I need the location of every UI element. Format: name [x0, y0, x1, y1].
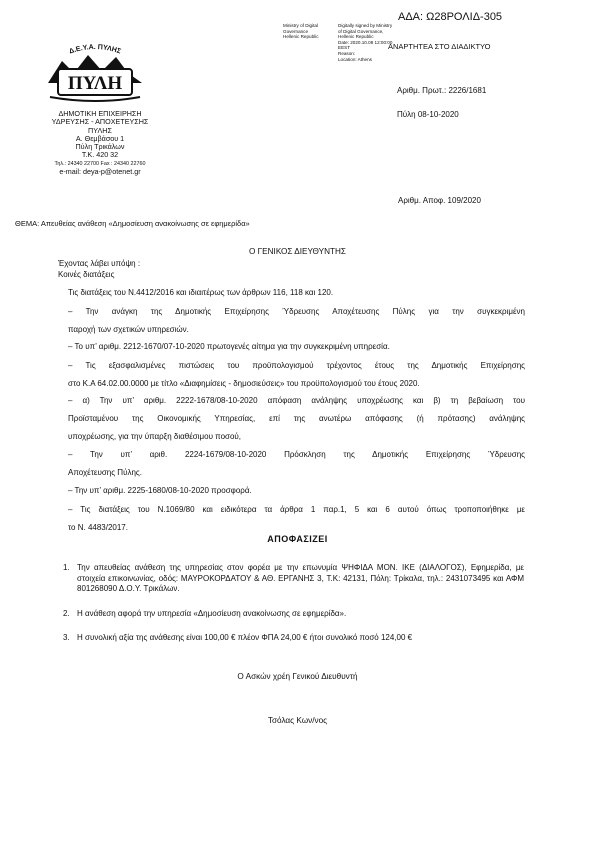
consideration-line: Αποχέτευσης Πύλης. [68, 468, 142, 477]
preamble-line: Κοινές διατάξεις [58, 270, 115, 279]
svg-text:Δ.Ε.Υ.Α. ΠΥΛΗΣ [68, 44, 121, 56]
ada-code: ΑΔΑ: Ω28ΡΟΛΙΔ-305 [398, 11, 503, 23]
org-city: Πύλη Τρικάλων [75, 142, 125, 152]
consideration-line: στο Κ.Α 64.02.00.0000 με τίτλο «Διαφημίσεις - δημοσιεύσεις» του προϋπολογισμού του έτους 2020. [68, 379, 420, 388]
logo-main-text: ΠΥΛΗ [67, 73, 123, 94]
decision-number-label: 3. [63, 633, 70, 642]
ministry-line: Ministry of Digital [283, 23, 318, 28]
signatory-role: Ο Ασκών χρέη Γενικού Διευθυντή [237, 672, 358, 681]
decision-text: Η συνολική αξία της ανάθεσης είναι 100,00 € πλέον ΦΠΑ 24,00 € ήτοι συνολικό ποσό 124,00 € [77, 633, 413, 642]
stamp-line: Date: 2020.10.08 12:00:00 [338, 39, 393, 45]
stamp-line: Reason: [338, 50, 356, 56]
org-address: Α. Θεμβάσου 1 [75, 133, 125, 143]
consideration-line: – Τις εξασφαλισμένες πιστώσεις του προϋπολογισμού τρέχοντος έτους της Δημοτικής Επιχείρησης [68, 361, 525, 370]
document-date: Πύλη 08-10-2020 [397, 110, 459, 119]
stamp-line: Digitally signed by Ministry [338, 23, 393, 28]
decides-heading: ΑΠΟΦΑΣΙΖΕΙ [267, 534, 328, 544]
decision-text: Την απευθείας ανάθεση της υπηρεσίας στον φορέα με την επωνυμία ΨΗΦΙΔΑ ΜΟΝ. ΙΚΕ (ΔΙΑΛΟΓΟΣ), Εφημερίδα, με στοιχεία επικοινωνίας, οδός: ΜΑΥΡΟΚΟΡΔΑΤΟΥ & ΑΘ. ΕΡΓΑΝΗΣ 3, Τ.Κ: 42131, Πόλη: Τρίκαλα, τηλ.: 2431073495 και ΑΦΜ 801268090 Δ.Ο.Υ. Τρικάλων. [77, 563, 524, 593]
consideration-4 [68, 357, 525, 393]
consideration-2 [68, 303, 525, 339]
org-line: ΥΔΡΕΥΣΗΣ - ΑΠΟΧΕΤΕΥΣΗΣ [51, 117, 149, 127]
logo-arc-text: Δ.Ε.Υ.Α. ΠΥΛΗΣ [68, 43, 122, 56]
digital-signature-stamp [338, 23, 394, 62]
publish-note: ΑΝΑΡΤΗΤΕΑ ΣΤΟ ΔΙΑΔΙΚΤΥΟ [388, 42, 491, 51]
stamp-line: Location: Athens [338, 56, 372, 62]
organization-block [0, 110, 200, 176]
stamp-line: of Digital Governance, [338, 28, 384, 34]
decision-number-label: 1. [63, 563, 70, 572]
stamp-line: Hellenic Republic [338, 34, 374, 40]
subject-line: ΘΕΜΑ: Απευθείας ανάθεση «Δημοσίευση ανακοίνωσης σε εφημερίδα» [15, 219, 250, 228]
signatory-name: Τσόλας Κων/νος [267, 716, 328, 725]
consideration-8 [68, 501, 525, 537]
preamble-line: Έχοντας λάβει υπόψη : [58, 259, 141, 268]
consideration-line: – α) Την υπ’ αριθμ. 2222-1678/08-10-2020 απόφαση ανάληψης υποχρέωσης και β) τη βεβαίωση του [68, 396, 525, 405]
consideration-line: Προϊσταμένου της Οικονομικής Υπηρεσίας, επί της ανωτέρω απόφασης (ή πρότασης) ανάληψης [68, 414, 525, 423]
stamp-line: EEST [338, 45, 350, 51]
decision-item-3 [63, 633, 524, 644]
consideration-6 [68, 446, 525, 482]
org-postcode: Τ.Κ. 420 32 [81, 150, 119, 160]
consideration-line: – Την ανάγκη της Δημοτικής Επιχείρησης Ύδρευσης Αποχέτευσης Πύλης για την συγκεκριμένη [68, 307, 525, 316]
consideration-line: υποχρέωσης, για την ύπαρξη διαθέσιμου ποσού, [68, 432, 242, 441]
org-line: ΔΗΜΟΤΙΚΗ ΕΠΙΧΕΙΡΗΣΗ [58, 109, 142, 118]
decision-number-label: 2. [63, 609, 70, 618]
decision-number: Αριθμ. Αποφ. 109/2020 [398, 196, 481, 205]
consideration-line: – Τις διατάξεις του Ν.1069/80 και ειδικότερα τα άρθρα 1 παρ.1, 5 και 6 αυτού όπως τροποποιήθηκε με [68, 505, 525, 514]
decision-item-1 [63, 563, 524, 595]
ministry-label [283, 23, 331, 40]
consideration-7: – Την υπ’ αριθμ. 2225-1680/08-10-2020 προσφορά. [68, 486, 252, 495]
decision-text: Η ανάθεση αφορά την υπηρεσία «Δημοσίευση ανακοίνωσης σε εφημερίδα». [77, 609, 347, 618]
director-title: Ο ΓΕΝΙΚΟΣ ΔΙΕΥΘΥΝΤΗΣ [249, 247, 346, 256]
org-email: e-mail: deya-p@otenet.gr [59, 167, 141, 177]
consideration-5 [68, 392, 525, 446]
consideration-3: – Το υπ’ αριθμ. 2212-1670/07-10-2020 πρωτογενές αίτημα για την συγκεκριμένη υπηρεσία. [68, 342, 390, 351]
consideration-line: παροχή των σχετικών υπηρεσιών. [68, 325, 189, 334]
consideration-1: Τις διατάξεις του Ν.4412/2016 και ιδιαιτέρως των άρθρων 116, 118 και 120. [68, 288, 334, 297]
consideration-line: – Την υπ’ αριθ. 2224-1679/08-10-2020 Πρόσκληση της Δημοτικής Επιχείρησης Ύδρευσης [68, 450, 525, 459]
ministry-line: Hellenic Republic [283, 34, 319, 40]
decision-item-2 [63, 609, 524, 620]
org-phone: Τηλ.: 24340 22700 Fax : 24340 22760 [54, 160, 146, 167]
ministry-line: Governance [283, 28, 309, 34]
consideration-line: το Ν. 4483/2017. [68, 523, 128, 532]
org-line: ΠΥΛΗΣ [88, 125, 112, 135]
deya-logo [40, 43, 150, 103]
protocol-number: Αριθμ. Πρωτ.: 2226/1681 [397, 86, 487, 95]
